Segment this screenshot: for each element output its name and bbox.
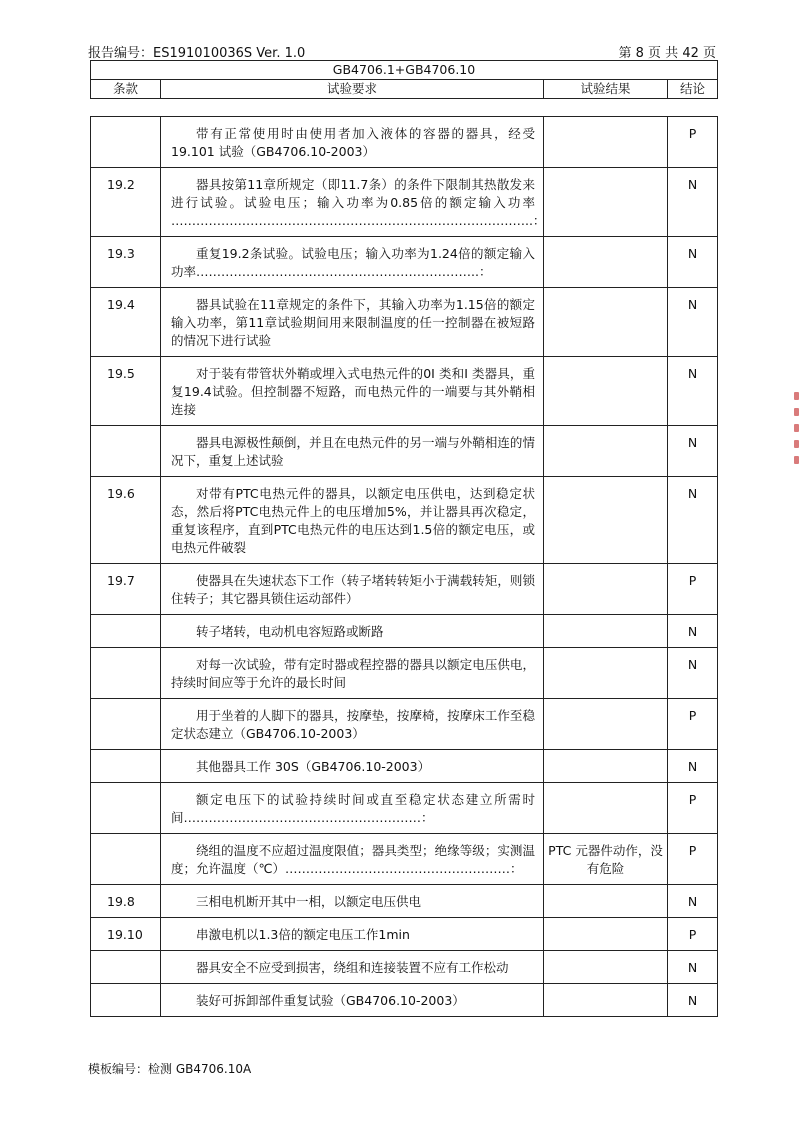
result-cell bbox=[544, 357, 668, 426]
clause-cell bbox=[91, 615, 161, 648]
result-cell bbox=[544, 237, 668, 288]
clause-cell bbox=[91, 951, 161, 984]
requirement-cell bbox=[161, 834, 544, 885]
verdict-cell: N bbox=[668, 168, 718, 237]
table-header bbox=[90, 60, 718, 99]
requirement-cell bbox=[161, 357, 544, 426]
verdict-cell: N bbox=[668, 357, 718, 426]
clause-cell: 19.6 bbox=[91, 477, 161, 564]
verdict-cell: N bbox=[668, 750, 718, 783]
result-cell bbox=[544, 615, 668, 648]
requirement-text: 装好可拆卸部件重复试验（GB4706.10-2003） bbox=[196, 993, 465, 1008]
requirement-text: 器具按第11章所规定（即11.7条）的条件下限制其热散发来进行试验。试验电压；输入功率为0.85倍的额定输入功率 ……………………………………………………………………….…..： bbox=[171, 177, 546, 228]
result-cell bbox=[544, 918, 668, 951]
table-row bbox=[91, 648, 718, 699]
table-row bbox=[91, 951, 718, 984]
table-row bbox=[91, 885, 718, 918]
table-row bbox=[91, 117, 718, 168]
requirement-text: 器具电源极性颠倒，并且在电热元件的另一端与外鞘相连的情况下，重复上述试验 bbox=[171, 435, 535, 468]
requirement-cell bbox=[161, 615, 544, 648]
verdict-cell: N bbox=[668, 426, 718, 477]
verdict-cell: N bbox=[668, 885, 718, 918]
clause-cell: 19.5 bbox=[91, 357, 161, 426]
table-row bbox=[91, 237, 718, 288]
verdict-cell: N bbox=[668, 615, 718, 648]
requirement-cell bbox=[161, 783, 544, 834]
clause-cell bbox=[91, 426, 161, 477]
requirement-cell bbox=[161, 168, 544, 237]
table-row bbox=[91, 168, 718, 237]
result-cell bbox=[544, 564, 668, 615]
requirement-cell bbox=[161, 237, 544, 288]
requirement-text: 额定电压下的试验持续时间或直至稳定状态建立所需时间…………………………………………………： bbox=[171, 792, 535, 825]
template-number: 模板编号：检测 GB4706.10A bbox=[88, 1062, 252, 1076]
verdict-cell: P bbox=[668, 834, 718, 885]
clause-cell bbox=[91, 648, 161, 699]
result-cell bbox=[544, 648, 668, 699]
requirement-text: 绕组的温度不应超过温度限值；器具类型；绝缘等级；实测温度；允许温度（℃）………………………………………………： bbox=[171, 843, 535, 876]
table-row bbox=[91, 615, 718, 648]
requirement-cell bbox=[161, 426, 544, 477]
result-cell bbox=[544, 426, 668, 477]
verdict-cell: N bbox=[668, 951, 718, 984]
requirement-cell bbox=[161, 918, 544, 951]
verdict-cell: P bbox=[668, 783, 718, 834]
result-cell bbox=[544, 288, 668, 357]
result-cell bbox=[544, 984, 668, 1017]
requirement-cell bbox=[161, 750, 544, 783]
table-row bbox=[91, 918, 718, 951]
verdict-cell: P bbox=[668, 117, 718, 168]
table-row bbox=[91, 426, 718, 477]
verdict-cell: P bbox=[668, 564, 718, 615]
requirement-text: 对每一次试验，带有定时器或程控器的器具以额定电压供电，持续时间应等于允许的最长时间 bbox=[171, 657, 535, 690]
requirement-text: 用于坐着的人脚下的器具，按摩垫，按摩椅，按摩床工作至稳定状态建立（GB4706.10-2003） bbox=[171, 708, 535, 741]
clause-cell: 19.8 bbox=[91, 885, 161, 918]
table-row bbox=[91, 357, 718, 426]
result-cell bbox=[544, 477, 668, 564]
table-row bbox=[91, 564, 718, 615]
requirement-text: 使器具在失速状态下工作（转子堵转转矩小于满载转矩，则锁住转子；其它器具锁住运动部件） bbox=[171, 573, 535, 606]
result-cell bbox=[544, 750, 668, 783]
requirement-text: 转子堵转，电动机电容短路或断路 bbox=[196, 624, 384, 639]
requirement-text: 器具安全不应受到损害，绕组和连接装置不应有工作松动 bbox=[196, 960, 509, 975]
report-number: 报告编号：ES191010036S Ver. 1.0 bbox=[88, 46, 306, 61]
clause-cell: 19.3 bbox=[91, 237, 161, 288]
clause-cell: 19.7 bbox=[91, 564, 161, 615]
table-row bbox=[91, 477, 718, 564]
verdict-cell: N bbox=[668, 237, 718, 288]
result-cell: PTC 元器件动作，没有危险 bbox=[544, 834, 668, 885]
result-cell bbox=[544, 168, 668, 237]
verdict-cell: N bbox=[668, 477, 718, 564]
clause-cell: 19.4 bbox=[91, 288, 161, 357]
result-cell bbox=[544, 783, 668, 834]
table-row bbox=[91, 834, 718, 885]
column-clause: 条款 bbox=[91, 80, 161, 99]
requirement-cell bbox=[161, 648, 544, 699]
clause-cell: 19.2 bbox=[91, 168, 161, 237]
standard-title: GB4706.1+GB4706.10 bbox=[91, 61, 718, 80]
clause-cell: 19.10 bbox=[91, 918, 161, 951]
requirement-text: 三相电机断开其中一相，以额定电压供电 bbox=[196, 894, 422, 909]
requirement-cell bbox=[161, 984, 544, 1017]
column-result: 试验结果 bbox=[544, 80, 668, 99]
requirement-cell bbox=[161, 951, 544, 984]
requirement-cell bbox=[161, 477, 544, 564]
clause-cell bbox=[91, 117, 161, 168]
requirement-text: 重复19.2条试验。试验电压；输入功率为1.24倍的额定输入功率…………………………………………………………..： bbox=[171, 246, 535, 279]
clause-cell bbox=[91, 834, 161, 885]
requirement-text: 器具试验在11章规定的条件下，其输入功率为1.15倍的额定输入功率，第11章试验期间用来限制温度的任一控制器在被短路的情况下进行试验 bbox=[171, 297, 535, 348]
verdict-cell: P bbox=[668, 699, 718, 750]
clause-cell bbox=[91, 750, 161, 783]
table-row bbox=[91, 750, 718, 783]
test-requirements-table bbox=[90, 116, 718, 1017]
verdict-cell: N bbox=[668, 648, 718, 699]
table-row bbox=[91, 984, 718, 1017]
result-cell bbox=[544, 951, 668, 984]
requirement-cell bbox=[161, 564, 544, 615]
requirement-cell bbox=[161, 288, 544, 357]
column-verdict: 结论 bbox=[668, 80, 718, 99]
clause-cell bbox=[91, 699, 161, 750]
clause-cell bbox=[91, 984, 161, 1017]
requirement-cell bbox=[161, 699, 544, 750]
binding-marks bbox=[792, 384, 800, 494]
requirement-text: 对带有PTC电热元件的器具，以额定电压供电，达到稳定状态，然后将PTC电热元件上的电压增加5%，并让器具再次稳定，重复该程序，直到PTC电热元件的电压达到1.5倍的额定电压，或电热元件破裂 bbox=[171, 486, 535, 555]
verdict-cell: N bbox=[668, 984, 718, 1017]
column-requirement: 试验要求 bbox=[161, 80, 544, 99]
requirement-cell bbox=[161, 117, 544, 168]
result-cell bbox=[544, 117, 668, 168]
table-row bbox=[91, 288, 718, 357]
requirement-text: 对于装有带管状外鞘或埋入式电热元件的0I 类和I 类器具，重复19.4试验。但控制器不短路，而电热元件的一端要与其外鞘相连接 bbox=[171, 366, 535, 417]
table-row bbox=[91, 783, 718, 834]
page-indicator: 第 8 页 共 42 页 bbox=[618, 46, 716, 61]
result-cell bbox=[544, 885, 668, 918]
requirement-cell bbox=[161, 885, 544, 918]
requirement-text: 串激电机以1.3倍的额定电压工作1min bbox=[196, 927, 410, 942]
table-row bbox=[91, 699, 718, 750]
verdict-cell: N bbox=[668, 288, 718, 357]
requirement-text: 其他器具工作 30S（GB4706.10-2003） bbox=[196, 759, 431, 774]
verdict-cell: P bbox=[668, 918, 718, 951]
requirement-text: 带有正常使用时由使用者加入液体的容器的器具，经受19.101 试验（GB4706.10-2003） bbox=[171, 126, 535, 159]
clause-cell bbox=[91, 783, 161, 834]
result-cell bbox=[544, 699, 668, 750]
